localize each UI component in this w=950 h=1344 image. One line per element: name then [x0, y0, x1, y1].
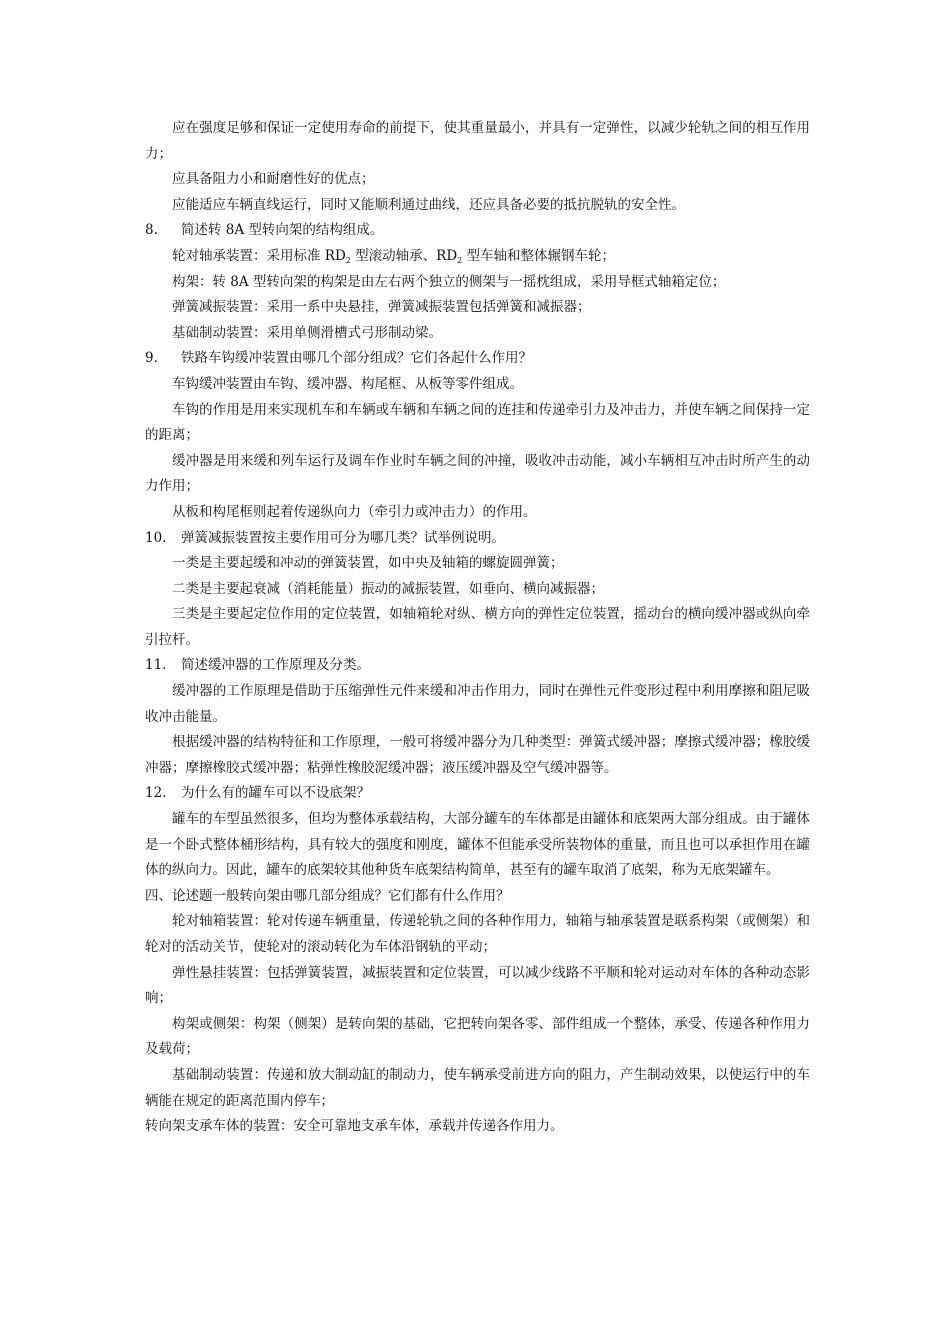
- answer-10-type3: 三类是主要起定位作用的定位装置，如轴箱轮对纵、横方向的弹性定位装置，摇动台的横向缓冲器或纵向牵引拉杆。: [145, 606, 810, 648]
- subscript: 2: [457, 255, 463, 265]
- answer-8-brake: 基础制动装置：采用单侧滑槽式弓形制动梁。: [172, 324, 442, 341]
- answer-text: 型车轴和整体辗钢车轮；: [462, 247, 616, 264]
- question-9: [145, 346, 810, 372]
- answer-4-brake: 基础制动装置：传递和放大制动缸的制动力，使车辆承受前进方向的阻力，产生制动效果，以使运行中的车辆能在规定的距离范围内停车；: [145, 1066, 810, 1109]
- answer-11-classification: 根据缓冲器的结构特征和工作原理，一般可将缓冲器分为几种类型：弹簧式缓冲器；摩擦式缓冲器；橡胶缓冲器；摩擦橡胶式缓冲器；粘弹性橡胶泥缓冲器；液压缓冲器及空气缓冲器等。: [145, 734, 810, 776]
- answer-10-type2: 二类是主要起衰减（消耗能量）振动的减振装置，如垂向、横向减振器；: [172, 580, 604, 597]
- answer-9-buffer: 缓冲器是用来缓和列车运行及调车作业时车辆之间的冲撞，吸收冲击动能，减小车辆相互冲击时所产生的动力作用；: [145, 452, 810, 495]
- question-8: [145, 218, 810, 244]
- answer-4-frame: 构架或侧架：构架（侧架）是转向架的基础，它把转向架各零、部件组成一个整体，承受、传递各种作用力及载荷；: [145, 1015, 810, 1058]
- question-12: [145, 781, 810, 807]
- answer-text: 型滚动轴承、RD: [350, 247, 458, 264]
- question-text: 简述缓冲器的工作原理及分类。: [181, 657, 370, 674]
- answer-8-wheelset: [145, 244, 810, 270]
- question-text: 为什么有的罐车可以不设底架？: [181, 785, 370, 802]
- question-10: [145, 526, 810, 552]
- paragraph-resistance: 应具备阻力小和耐磨性好的优点；: [172, 171, 375, 188]
- answer-9-coupler: 车钩的作用是用来实现机车和车辆或车辆和车辆之间的连挂和传递牵引力及冲击力，并使车辆之间保持一定的距离；: [145, 401, 810, 444]
- document-page: [145, 116, 810, 1140]
- answer-11-principle: 缓冲器的工作原理是借助于压缩弹性元件来缓和冲击作用力，同时在弹性元件变形过程中利用摩擦和阻尼吸收冲击能量。: [145, 683, 810, 725]
- subscript: 2: [345, 255, 351, 265]
- question-number: 11.: [145, 657, 167, 674]
- answer-12: 罐车的车型虽然很多，但均为整体承载结构，大部分罐车的车体都是由罐体和底架两大部分组成。由于罐体是一个卧式整体桶形结构，具有较大的强度和刚度，罐体不但能承受所装物体的重量，而且也可以承担作用在罐体的纵向力。因此，罐车的底架较其他种货车底架结构简单，甚至有的罐车取消了底架，称为无底架罐车。: [145, 811, 810, 879]
- answer-8-frame: 构架：转 8A 型转向架的构架是由左右两个独立的侧架与一摇枕组成，采用导框式轴箱定位；: [172, 273, 726, 290]
- question-11: [145, 653, 810, 679]
- answer-10-type1: 一类是主要起缓和冲动的弹簧装置，如中央及轴箱的螺旋圆弹簧；: [172, 555, 564, 572]
- answer-text: 轮对轴承装置：采用标准 RD: [172, 247, 346, 264]
- answer-9-plate: 从板和构尾框则起着传递纵向力（牵引力或冲击力）的作用。: [172, 503, 537, 520]
- answer-9-composition: 车钩缓冲装置由车钩、缓冲器、构尾框、从板等零件组成。: [172, 375, 523, 392]
- question-text: 简述转 8A 型转向架的结构组成。: [181, 222, 384, 239]
- question-number: 12.: [145, 785, 167, 802]
- paragraph-strength: 应在强度足够和保证一定使用寿命的前提下，使其重量最小，并具有一定弹性，以减少轮轨之间的相互作用力；: [145, 120, 810, 162]
- answer-4-suspension: 弹性悬挂装置：包括弹簧装置，减振装置和定位装置，可以减少线路不平顺和轮对运动对车体的各种动态影响；: [145, 964, 810, 1007]
- question-text: 弹簧减振装置按主要作用可分为哪几类？试举例说明。: [181, 529, 505, 546]
- paragraph-curve: 应能适应车辆直线运行，同时又能顺利通过曲线，还应具备必要的抵抗脱轨的安全性。: [172, 196, 685, 213]
- answer-4-support: 转向架支承车体的装置：安全可靠地支承车体，承载并传递各作用力。: [145, 1118, 564, 1135]
- answer-8-spring: 弹簧减振装置：采用一系中央悬挂，弹簧减振装置包括弹簧和减振器；: [172, 299, 591, 316]
- question-number: 8.: [145, 222, 158, 239]
- answer-4-wheelset: 轮对轴箱装置：轮对传递车辆重量，传递轮轨之间的各种作用力，轴箱与轴承装置是联系构架（或侧架）和轮对的活动关节，使轮对的滚动转化为车体沿钢轨的平动；: [145, 913, 810, 955]
- question-number: 9.: [145, 350, 158, 367]
- question-text: 铁路车钩缓冲装置由哪几个部分组成？它们各起什么作用？: [181, 350, 532, 367]
- section-4-heading: 四、论述题一般转向架由哪几部分组成？它们都有什么作用？: [145, 887, 510, 904]
- question-number: 10.: [145, 529, 167, 546]
